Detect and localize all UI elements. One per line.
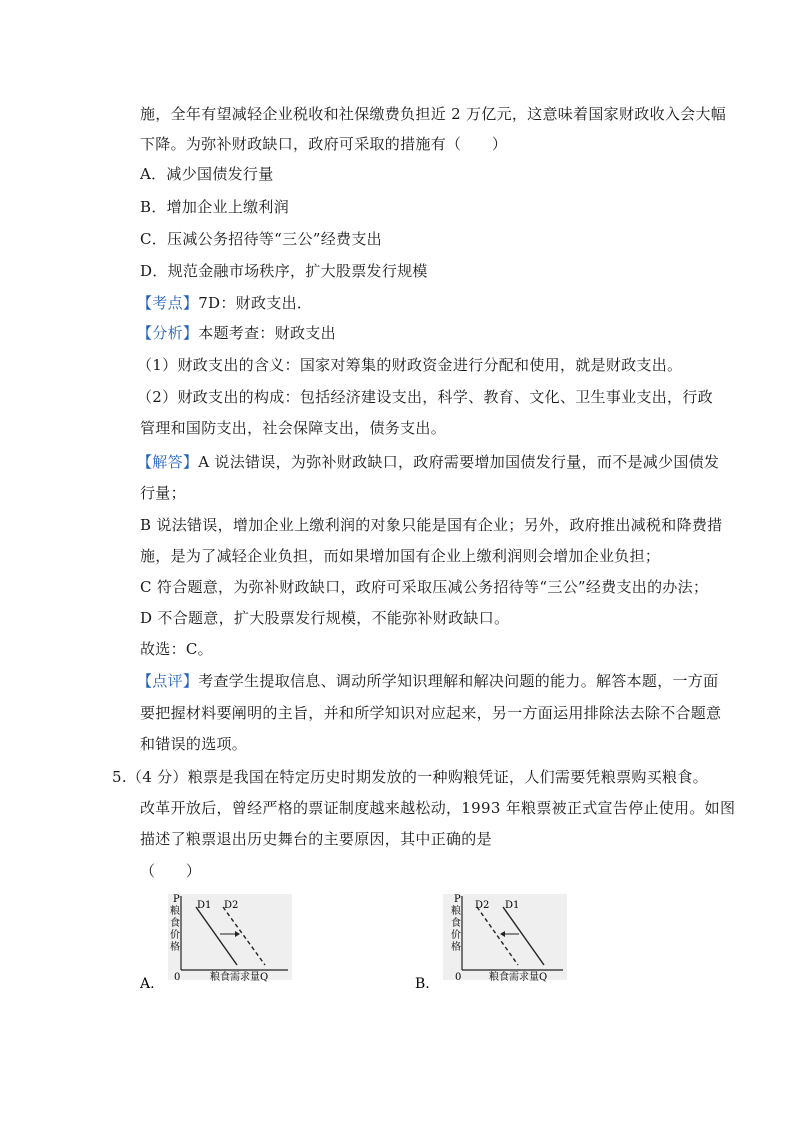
figure-b-d2-label: D2 xyxy=(475,900,490,911)
figure-b-y-label-1: 粮 xyxy=(451,906,461,917)
kaodian-text: 7D：财政支出． xyxy=(198,294,313,312)
q5-line-4: （ ） xyxy=(140,862,202,880)
figure-a-graph xyxy=(140,888,300,994)
kaodian-paragraph xyxy=(137,292,312,314)
q5-line-2: 改革开放后，曾经严格的票证制度越来越松动，1993 年粮票被正式宣告停止使用。如图 xyxy=(140,799,736,817)
jieda-line-5: D 不合题意，扩大股票发行规模，不能弥补财政缺口。 xyxy=(140,609,510,627)
q4-option-a: A．减少国债发行量 xyxy=(140,165,274,183)
figure-b-graph xyxy=(415,888,575,994)
figure-b-y-label-2: 食 xyxy=(451,918,461,929)
jieda-tag: 【解答】 xyxy=(137,453,199,471)
figure-a-origin: 0 xyxy=(174,972,181,983)
dianping-line-1: 要把握材料要阐明的主旨，并和所学知识对应起来，另一方面运用排除法去除不合题意 xyxy=(140,704,722,722)
figure-b-y-label-3: 价 xyxy=(451,930,461,941)
figure-b-origin: 0 xyxy=(455,972,462,983)
fenxi-line-3: 管理和国防支出，社会保障支出，债务支出。 xyxy=(140,419,447,437)
figure-a-y-label-1: 粮 xyxy=(170,906,180,917)
fenxi-paragraph xyxy=(137,322,336,344)
q5-line-1: 5.（4 分）粮票是我国在特定历史时期发放的一种购粮凭证，人们需要凭粮票购买粮食。 xyxy=(112,768,708,786)
dianping-paragraph xyxy=(137,670,718,692)
jieda-line-2: B 说法错误，增加企业上缴利润的对象只能是国有企业；另外，政府推出减税和降费措 xyxy=(140,516,723,534)
figure-a-y-label-3: 价 xyxy=(170,930,180,941)
figure-a-option-label: A. xyxy=(140,976,155,992)
jieda-line-6: 故选：C。 xyxy=(140,640,213,658)
jieda-text: A 说法错误，为弥补财政缺口，政府需要增加国债发行量，而不是减少国债发 xyxy=(198,453,720,471)
figure-a-y-label-2: 食 xyxy=(170,918,180,929)
figure-b xyxy=(415,888,575,994)
dianping-text: 考查学生提取信息、调动所学知识理解和解决问题的能力。解答本题，一方面 xyxy=(198,672,719,690)
figure-a-d1-label: D1 xyxy=(197,900,212,911)
figure-a-y-label-4: 格 xyxy=(170,942,180,953)
dianping-tag: 【点评】 xyxy=(137,672,199,690)
jieda-line-4: C 符合题意，为弥补财政缺口，政府可采取压减公务招待等“三公”经费支出的办法； xyxy=(140,578,709,596)
figure-b-option-label: B. xyxy=(415,976,430,992)
figure-b-x-label: 粮食需求量Q xyxy=(489,972,548,983)
fenxi-text: 本题考查：财政支出 xyxy=(198,324,336,342)
q4-stem-line-1: 施，全年有望减轻企业税收和社保缴费负担近 2 万亿元，这意味着国家财政收入会大幅 xyxy=(140,105,727,123)
fenxi-line-1: （1）财政支出的含义：国家对筹集的财政资金进行分配和使用，就是财政支出。 xyxy=(137,356,683,374)
figure-a xyxy=(140,888,300,994)
q4-stem-line-2: 下降。为弥补财政缺口，政府可采取的措施有（ ） xyxy=(140,135,508,153)
dianping-line-2: 和错误的选项。 xyxy=(140,735,248,753)
figure-b-d1-label: D1 xyxy=(505,900,520,911)
q4-option-d: D．规范金融市场秩序，扩大股票发行规模 xyxy=(140,262,428,280)
jieda-paragraph xyxy=(137,451,719,473)
kaodian-tag: 【考点】 xyxy=(137,294,199,312)
fenxi-tag: 【分析】 xyxy=(137,324,199,342)
figure-b-y-label-4: 格 xyxy=(451,942,461,953)
figure-a-d2-label: D2 xyxy=(224,900,239,911)
q4-option-c: C．压减公务招待等“三公”经费支出 xyxy=(140,230,382,248)
figure-a-x-label: 粮食需求量Q xyxy=(210,972,269,983)
q5-line-3: 描述了粮票退出历史舞台的主要原因，其中正确的是 xyxy=(140,830,492,848)
fenxi-line-2: （2）财政支出的构成：包括经济建设支出，科学、教育、文化、卫生事业支出，行政 xyxy=(137,388,713,406)
figure-a-p-label: P xyxy=(173,894,180,905)
jieda-line-3: 施，是为了减轻企业负担，而如果增加国有企业上缴利润则会增加企业负担； xyxy=(140,547,661,565)
jieda-line-1: 行量； xyxy=(140,484,186,502)
q4-option-b: B．增加企业上缴利润 xyxy=(140,198,290,216)
figure-b-p-label: P xyxy=(454,894,461,905)
